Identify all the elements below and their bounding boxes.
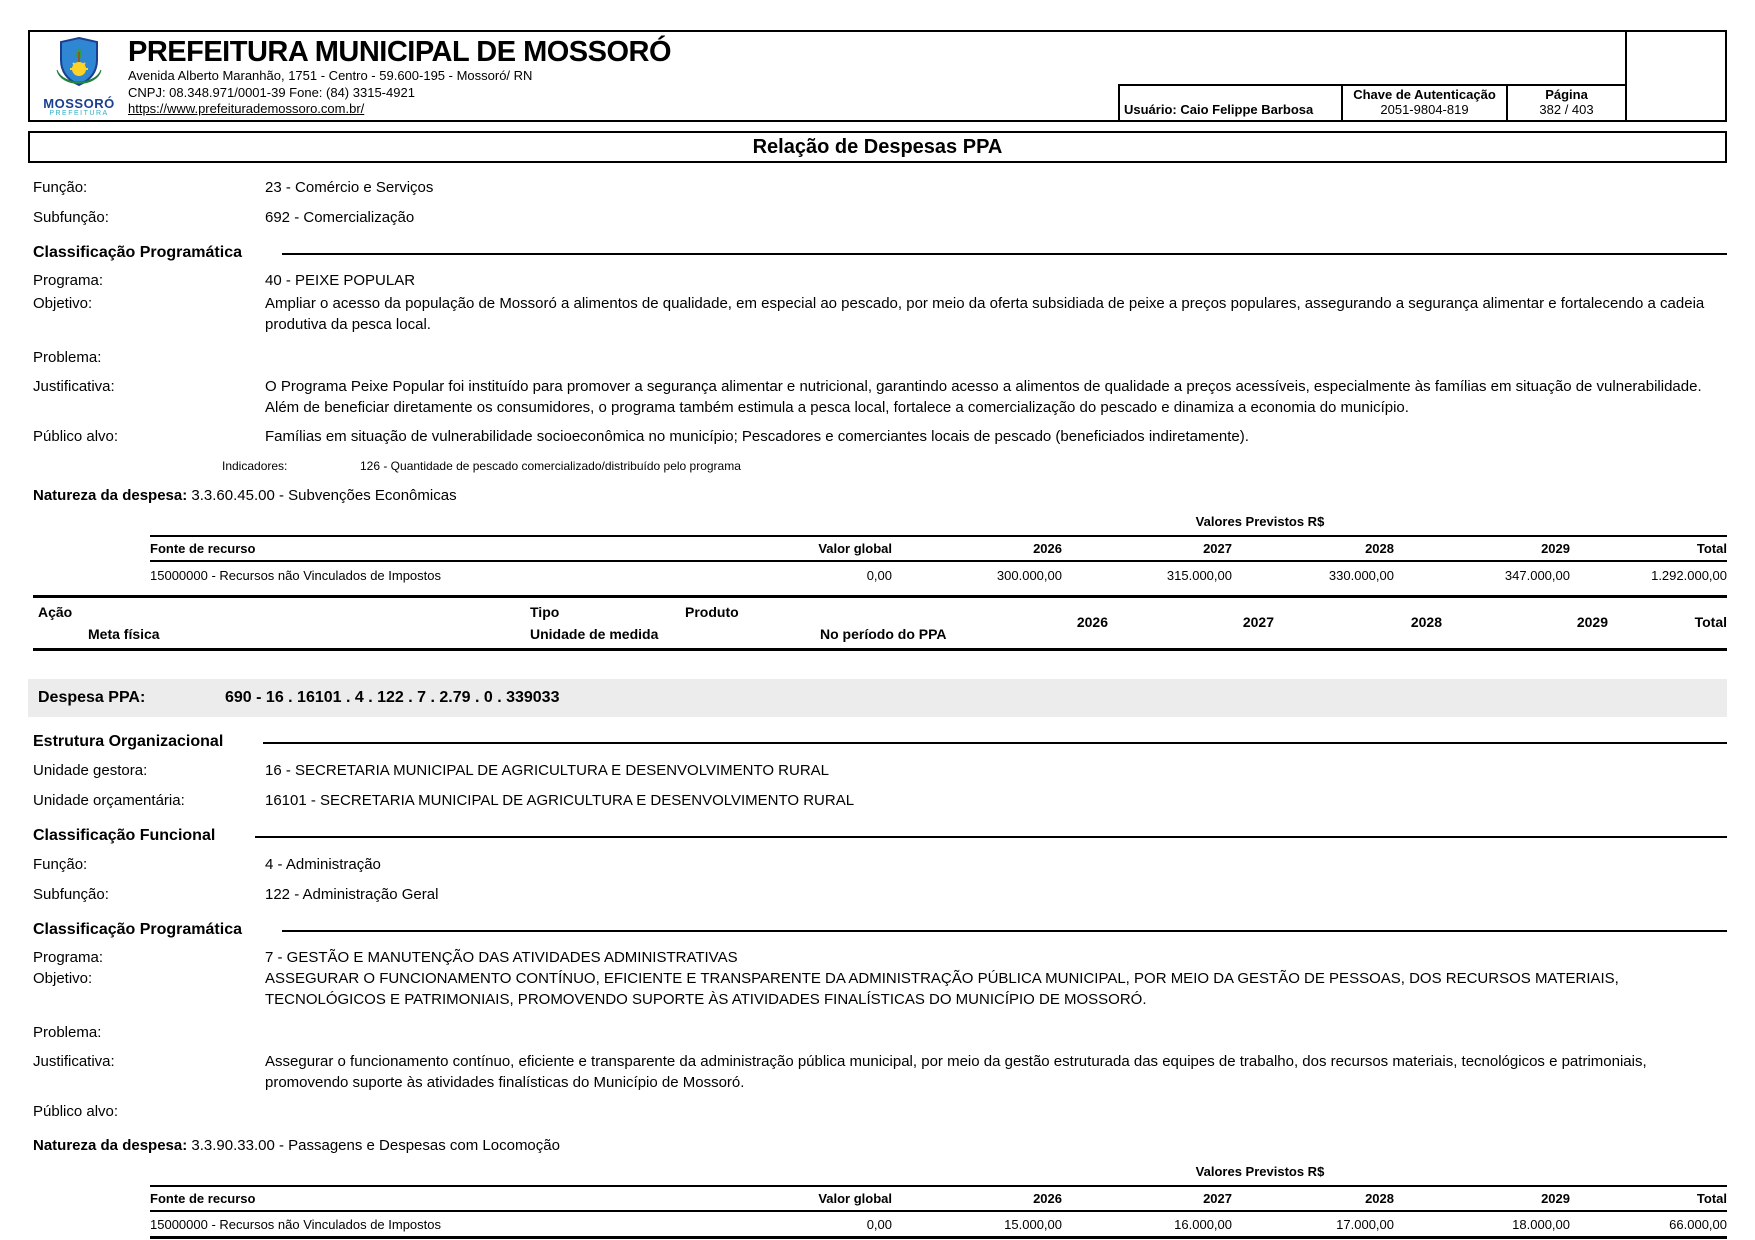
cell-2026: 15.000,00: [1004, 1216, 1062, 1232]
report-title: Relação de Despesas PPA: [752, 135, 1003, 158]
publico-alvo-row-2: [33, 1101, 1727, 1122]
subfuncao-label: Subfunção:: [33, 209, 109, 226]
auth-key-value: 2051-9804-819: [1380, 102, 1469, 117]
expense-table-2: [150, 1164, 1727, 1239]
meta-fisica-label: Meta física: [88, 626, 160, 642]
acao-year-2028: 2028: [1410, 614, 1442, 630]
programa-value: 7 - GESTÃO E MANUTENÇÃO DAS ATIVIDADES ADMINISTRATIVAS: [265, 949, 738, 966]
justificativa-label: Justificativa:: [33, 1053, 115, 1070]
col-valor-global: Valor global: [818, 1191, 892, 1206]
report-title-bar: [28, 131, 1727, 163]
page-number-cell: [1508, 86, 1625, 120]
problema-value: [265, 1022, 1727, 1043]
user-info-table: [1118, 84, 1625, 120]
funcao-row-2: [33, 854, 1727, 875]
acao-band-years: [33, 614, 1727, 632]
subfuncao-row-2: [33, 884, 1727, 905]
objetivo-row-2: [33, 968, 1727, 1010]
auth-key-cell: [1343, 86, 1508, 120]
tipo-label: Tipo: [530, 604, 560, 620]
acao-year-2029: 2029: [1576, 614, 1608, 630]
despesa-ppa-label: Despesa PPA:: [38, 689, 146, 706]
indicadores-value: 126 - Quantidade de pescado comercializado/distribuído pelo programa: [360, 459, 741, 473]
section-heading-text: Estrutura Organizacional: [33, 733, 224, 750]
justificativa-value: Assegurar o funcionamento contínuo, eficiente e transparente da administração pública municipal, por meio da gestão estruturada das equipes de trabalho, dos recursos materiais, tecnológicos e patrimoniais, promovendo suporte às atividades finalísticas do Município de Mossoró.: [265, 1053, 1647, 1091]
cell-valor-global: 0,00: [866, 1216, 892, 1232]
produto-label: Produto: [685, 604, 739, 620]
col-2026: 2026: [1033, 1191, 1062, 1206]
unidade-gestora-row: [33, 760, 1727, 781]
despesa-ppa-code: 690 - 16 . 16101 . 4 . 122 . 7 . 2.79 . 0 . 339033: [225, 689, 560, 706]
acao-label: Ação: [38, 604, 73, 620]
despesa-ppa-band: [28, 679, 1727, 717]
unidade-orcamentaria-label: Unidade orçamentária:: [33, 792, 185, 809]
cell-total: 66.000,00: [1669, 1216, 1727, 1232]
col-total: Total: [1696, 1191, 1727, 1206]
objetivo-label: Objetivo:: [33, 970, 93, 987]
acao-header-band: [33, 595, 1727, 651]
acao-total-label: Total: [1694, 614, 1727, 630]
table-data-row: [150, 1212, 1727, 1239]
expense-table-1: [150, 514, 1727, 589]
funcao-row: [33, 177, 1727, 198]
table-header-row: [150, 1185, 1727, 1212]
programa-label: Programa:: [33, 272, 104, 289]
objetivo-value: Ampliar o acesso da população de Mossoró a alimentos de qualidade, em especial ao pescado, por meio da oferta subsidiada de peixe a preços populares, assegurando a segurança alimentar e fortalecendo a cadeia produtiva da pesca local.: [265, 295, 1705, 333]
natureza-value: 3.3.90.33.00 - Passagens e Despesas com Locomoção: [191, 1137, 560, 1154]
col-2027: 2027: [1203, 541, 1232, 556]
publico-alvo-label: Público alvo:: [33, 1103, 119, 1120]
funcao-label: Função:: [33, 179, 88, 196]
cell-2029: 18.000,00: [1512, 1216, 1570, 1232]
table-caption: Valores Previstos R$: [1195, 1164, 1325, 1179]
org-cnpj-phone: CNPJ: 08.348.971/0001-39 Fone: (84) 3315-4921: [128, 84, 415, 100]
col-2028: 2028: [1365, 1191, 1394, 1206]
publico-alvo-value: Famílias em situação de vulnerabilidade socioeconômica no município; Pescadores e comerciantes locais de pescado (beneficiados indiretamente).: [265, 428, 1249, 445]
cell-2028: 330.000,00: [1328, 568, 1394, 583]
cell-fonte: 15000000 - Recursos não Vinculados de Impostos: [150, 568, 442, 583]
acao-year-2027: 2027: [1242, 614, 1274, 630]
table-data-row: [150, 562, 1727, 589]
page-number-label: Página: [1545, 87, 1588, 102]
indicadores-label: Indicadores:: [222, 459, 288, 473]
heading-rule: [282, 253, 1727, 255]
table-caption: Valores Previstos R$: [1195, 514, 1325, 529]
auth-key-label: Chave de Autenticação: [1353, 87, 1496, 102]
table-header-row: [150, 535, 1727, 562]
page-header: [28, 30, 1727, 122]
objetivo-value: ASSEGURAR O FUNCIONAMENTO CONTÍNUO, EFICIENTE E TRANSPARENTE DA ADMINISTRAÇÃO PÚBLICA MUNICIPAL, POR MEIO DA GESTÃO DE PESSOAS, DOS RECURSOS MATERIAIS, TECNOLÓGICOS E PATRIMONIAIS, PROMOVENDO SUPORTE ÀS ATIVIDADES FINALÍSTICAS DO MUNICÍPIO DE MOSSORÓ.: [265, 970, 1619, 1008]
natureza-despesa-2: [33, 1136, 1727, 1156]
classificacao-programatica-heading-2: [33, 921, 1727, 939]
justificativa-row-2: [33, 1051, 1727, 1093]
publico-alvo-label: Público alvo:: [33, 428, 119, 445]
page-number-value: 382 / 403: [1539, 102, 1594, 117]
col-total: Total: [1696, 541, 1727, 556]
programa-row: [33, 270, 1727, 291]
justificativa-row: [33, 376, 1727, 418]
heading-rule: [263, 742, 1727, 744]
cell-2026: 300.000,00: [996, 568, 1062, 583]
subfuncao-label: Subfunção:: [33, 886, 109, 903]
org-name: PREFEITURA MUNICIPAL DE MOSSORÓ: [128, 36, 672, 68]
heading-rule: [282, 930, 1727, 932]
unidade-gestora-value: 16 - SECRETARIA MUNICIPAL DE AGRICULTURA E DESENVOLVIMENTO RURAL: [265, 762, 830, 779]
justificativa-value: O Programa Peixe Popular foi instituído para promover a segurança alimentar e nutricional, garantindo acesso a alimentos de qualidade a preços acessíveis, especialmente às famílias em situação de vulnerabilidade. Além de beneficiar diretamente os consumidores, o programa também estimula a pesca local, fortalece a comercialização do pescado e dinamiza a economia do município.: [265, 378, 1702, 416]
no-periodo-ppa-label: No período do PPA: [820, 626, 947, 642]
unidade-gestora-label: Unidade gestora:: [33, 762, 148, 779]
publico-alvo-row: [33, 426, 1727, 447]
cell-fonte: 15000000 - Recursos não Vinculados de Impostos: [150, 1216, 442, 1232]
funcao-value: 4 - Administração: [265, 856, 381, 873]
org-website-link[interactable]: https://www.prefeiturademossoro.com.br/: [128, 101, 365, 116]
programa-label: Programa:: [33, 949, 104, 966]
justificativa-label: Justificativa:: [33, 378, 115, 395]
natureza-label: Natureza da despesa:: [33, 487, 188, 504]
mossoro-crest-icon: [53, 79, 105, 96]
programa-value: 40 - PEIXE POPULAR: [265, 272, 416, 289]
col-valor-global: Valor global: [818, 541, 892, 556]
subfuncao-row: [33, 207, 1727, 228]
logo-subtitle-text: PREFEITURA: [49, 109, 109, 117]
municipality-logo: [30, 32, 128, 120]
unidade-orcamentaria-value: 16101 - SECRETARIA MUNICIPAL DE AGRICULTURA E DESENVOLVIMENTO RURAL: [265, 792, 855, 809]
user-label: Usuário: Caio Felippe Barbosa: [1120, 86, 1343, 120]
programa-row-2: [33, 947, 1727, 968]
publico-alvo-value: [265, 1101, 1727, 1122]
subfuncao-value: 692 - Comercialização: [265, 209, 415, 226]
classificacao-funcional-heading: [33, 827, 1727, 845]
cell-total: 1.292.000,00: [1651, 568, 1727, 583]
cell-valor-global: 0,00: [866, 568, 892, 583]
col-2026: 2026: [1033, 541, 1062, 556]
acao-year-2026: 2026: [1076, 614, 1108, 630]
col-2029: 2029: [1541, 1191, 1570, 1206]
logo-city-text: MOSSORÓ: [43, 95, 115, 111]
problema-label: Problema:: [33, 349, 102, 366]
estrutura-organizacional-heading: [33, 733, 1727, 751]
section-heading-text: Classificação Programática: [33, 244, 242, 261]
classificacao-programatica-heading: [33, 244, 1727, 262]
problema-row-2: [33, 1022, 1727, 1043]
col-fonte: Fonte de recurso: [150, 541, 256, 556]
org-address: Avenida Alberto Maranhão, 1751 - Centro - 59.600-195 - Mossoró/ RN: [128, 68, 533, 83]
problema-label: Problema:: [33, 1024, 102, 1041]
cell-2028: 17.000,00: [1336, 1216, 1394, 1232]
section-heading-text: Classificação Programática: [33, 921, 242, 938]
objetivo-label: Objetivo:: [33, 295, 93, 312]
cell-2029: 347.000,00: [1504, 568, 1570, 583]
funcao-label: Função:: [33, 856, 88, 873]
heading-rule: [255, 836, 1727, 838]
unidade-medida-label: Unidade de medida: [530, 626, 659, 642]
funcao-value: 23 - Comércio e Serviços: [265, 179, 434, 196]
cell-2027: 16.000,00: [1174, 1216, 1232, 1232]
col-2027: 2027: [1203, 1191, 1232, 1206]
natureza-value: 3.3.60.45.00 - Subvenções Econômicas: [191, 487, 457, 504]
col-2029: 2029: [1541, 541, 1570, 556]
indicadores-row: [222, 459, 1727, 474]
problema-row: [33, 347, 1727, 368]
subfuncao-value: 122 - Administração Geral: [265, 886, 439, 903]
objetivo-row: [33, 293, 1727, 335]
header-empty-box: [1625, 32, 1725, 120]
natureza-despesa-1: [33, 486, 1727, 506]
col-2028: 2028: [1365, 541, 1394, 556]
unidade-orcamentaria-row: [33, 790, 1727, 811]
cell-2027: 315.000,00: [1166, 568, 1232, 583]
problema-value: [265, 347, 1727, 368]
natureza-label: Natureza da despesa:: [33, 1137, 188, 1154]
col-fonte: Fonte de recurso: [150, 1191, 256, 1206]
section-heading-text: Classificação Funcional: [33, 827, 216, 844]
